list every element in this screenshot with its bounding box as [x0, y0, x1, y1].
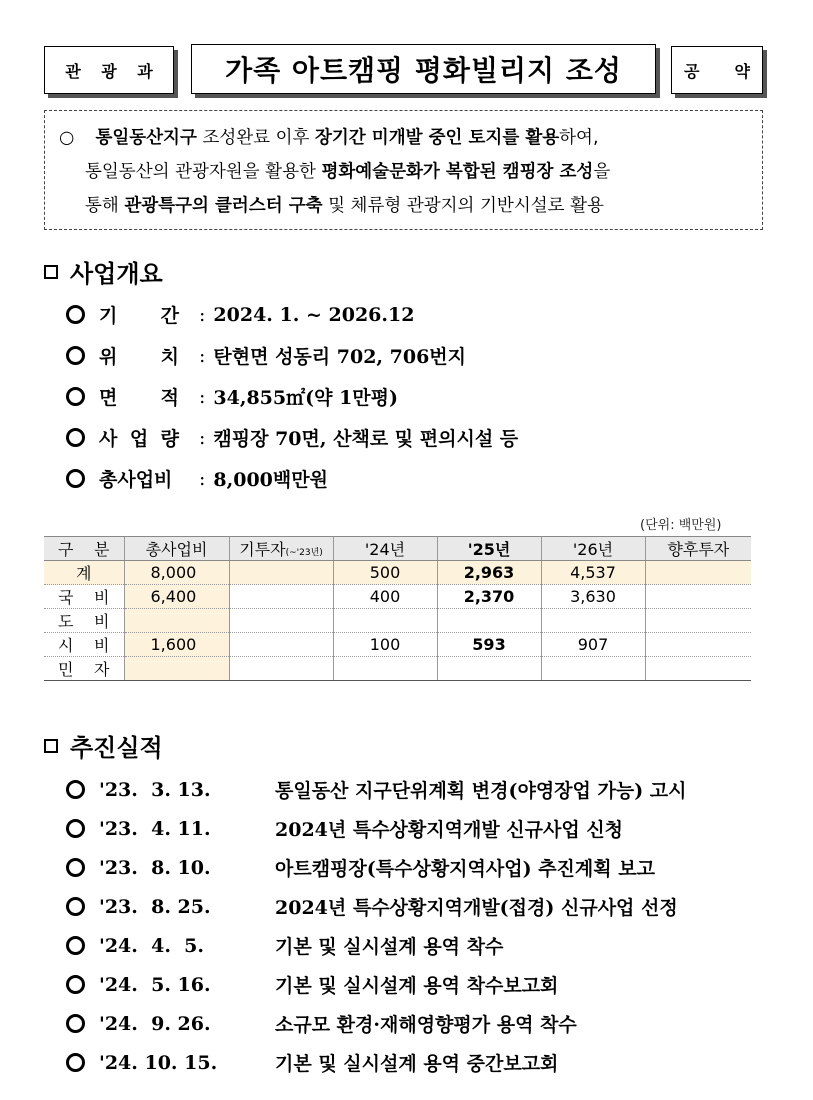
cell-future	[645, 585, 751, 609]
cell-2025	[437, 657, 541, 681]
table-row	[44, 657, 751, 681]
history-description: 2024년 특수상황지역개발 신규사업 신청	[275, 819, 624, 841]
circle-bullet-icon	[66, 387, 85, 406]
overview-value: 2024. 1. ~ 2026.12	[213, 303, 415, 326]
history-description: 기본 및 실시설계 용역 착수보고회	[275, 975, 559, 997]
cell-2026: 4,537	[541, 561, 645, 585]
cell-prior	[229, 609, 333, 633]
table-unit-note: (단위: 백만원)	[640, 518, 722, 533]
square-bullet-icon	[44, 265, 58, 279]
column-header-2025: '25년	[437, 537, 541, 561]
history-item	[66, 776, 687, 803]
cell-2025: 2,370	[437, 585, 541, 609]
column-header-category: 구 분	[44, 537, 124, 561]
column-header-future: 향후투자	[645, 537, 751, 561]
section-heading-history	[44, 728, 163, 763]
cell-total	[124, 609, 229, 633]
column-header-2026: '26년	[541, 537, 645, 561]
overview-label: 총사업비	[99, 469, 173, 491]
history-description: 소규모 환경·재해영향평가 용역 착수	[275, 1014, 577, 1036]
history-description: 기본 및 실시설계 용역 중간보고회	[275, 1053, 559, 1075]
history-date: '23. 8. 10.	[99, 856, 211, 879]
cell-2024: 100	[333, 633, 437, 657]
overview-label: 면 적	[99, 387, 179, 409]
cell-2024: 400	[333, 585, 437, 609]
history-date: '23. 3. 13.	[99, 778, 211, 801]
section-heading-overview	[44, 254, 163, 289]
cell-2026	[541, 657, 645, 681]
table-header-row	[44, 537, 751, 561]
overview-item: 사 업 량 : 캠핑장 70면, 산책로 및 편의시설 등	[66, 424, 518, 451]
cell-total: 6,400	[124, 585, 229, 609]
section-title: 추진실적	[70, 734, 163, 762]
summary-text: 및 체류형 관광지의 기반시설로 활용	[322, 196, 604, 216]
table-row	[44, 633, 751, 657]
square-bullet-icon	[44, 739, 58, 753]
department-char: 관	[65, 61, 81, 81]
summary-text: 평화예술문화가 복합된 캠핑장 조성	[321, 162, 594, 182]
history-date: '23. 8. 25.	[99, 895, 211, 918]
circle-bullet-icon	[66, 346, 85, 365]
circle-bullet-icon	[66, 897, 85, 916]
summary-line-1	[59, 121, 750, 155]
circle-bullet-icon	[66, 780, 85, 799]
history-date: '24. 10. 15.	[99, 1051, 218, 1074]
pledge-tag-char: 약	[734, 61, 750, 81]
summary-text: 통일동산지구	[95, 128, 197, 148]
document-title: 가족 아트캠핑 평화빌리지 조성	[191, 44, 656, 94]
history-item	[66, 815, 623, 842]
department-char: 과	[137, 61, 153, 81]
overview-label: 사 업 량	[99, 428, 179, 450]
row-label: 민 자	[44, 657, 124, 681]
budget-table	[44, 536, 751, 681]
cell-prior	[229, 633, 333, 657]
history-description: 통일동산 지구단위계획 변경(야영장업 가능) 고시	[275, 780, 687, 802]
summary-text: 통해	[85, 196, 125, 216]
history-item	[66, 1049, 558, 1076]
cell-2024	[333, 657, 437, 681]
circle-bullet-icon	[66, 428, 85, 447]
summary-text: 을	[593, 162, 611, 182]
overview-item: 기 간 : 2024. 1. ~ 2026.12	[66, 301, 414, 328]
overview-value: 34,855㎡(약 1만평)	[213, 387, 398, 409]
pledge-tag	[671, 46, 763, 94]
history-item	[66, 893, 678, 920]
row-label: 시 비	[44, 633, 124, 657]
overview-value: 8,000백만원	[213, 469, 328, 491]
table-row	[44, 585, 751, 609]
section-title: 사업개요	[70, 260, 163, 288]
overview-value: 캠핑장 70면, 산책로 및 편의시설 등	[213, 428, 519, 450]
circle-bullet-icon	[66, 305, 85, 324]
circle-bullet-icon	[66, 1014, 85, 1033]
cell-total: 1,600	[124, 633, 229, 657]
cell-2024	[333, 609, 437, 633]
history-date: '23. 4. 11.	[99, 817, 211, 840]
row-label: 계	[44, 561, 124, 585]
summary-text: 통일동산의 관광자원을 활용한	[85, 162, 322, 182]
overview-item: 총사업비 : 8,000백만원	[66, 465, 328, 492]
summary-text: 관광특구의 클러스터 구축	[124, 196, 323, 216]
history-item	[66, 932, 503, 959]
circle-bullet-icon	[66, 858, 85, 877]
summary-box	[44, 110, 763, 230]
cell-future	[645, 633, 751, 657]
pledge-tag-char: 공	[684, 61, 700, 81]
circle-bullet-icon	[66, 1053, 85, 1072]
cell-future	[645, 609, 751, 633]
cell-future	[645, 657, 751, 681]
history-date: '24. 5. 16.	[99, 973, 211, 996]
overview-label: 위 치	[99, 346, 179, 368]
summary-line-3	[59, 189, 750, 223]
overview-item: 면 적 : 34,855㎡(약 1만평)	[66, 383, 398, 410]
history-date: '24. 9. 26.	[99, 1012, 211, 1035]
table-row	[44, 609, 751, 633]
cell-2025: 2,963	[437, 561, 541, 585]
history-description: 아트캠핑장(특수상황지역사업) 추진계획 보고	[275, 858, 655, 880]
history-item	[66, 854, 655, 881]
column-header-prior: 기투자(~'23년)	[229, 537, 333, 561]
cell-prior	[229, 657, 333, 681]
summary-text: 하여,	[559, 128, 599, 148]
cell-2026	[541, 609, 645, 633]
cell-2026: 3,630	[541, 585, 645, 609]
circle-bullet-icon	[66, 469, 85, 488]
history-item	[66, 1010, 577, 1037]
cell-2024: 500	[333, 561, 437, 585]
department-char: 광	[101, 61, 117, 81]
table-row	[44, 561, 751, 585]
circle-bullet-icon	[66, 975, 85, 994]
department-label	[44, 46, 174, 94]
summary-text: 장기간 미개발 중인 토지를 활용	[315, 128, 560, 148]
circle-bullet-icon	[66, 936, 85, 955]
summary-text: 조성완료 이후	[196, 128, 315, 148]
cell-prior	[229, 585, 333, 609]
history-date: '24. 4. 5.	[99, 934, 205, 957]
cell-2026: 907	[541, 633, 645, 657]
cell-prior	[229, 561, 333, 585]
cell-total	[124, 657, 229, 681]
history-description: 기본 및 실시설계 용역 착수	[275, 936, 504, 958]
summary-bullet: ○	[59, 128, 75, 148]
column-header-2024: '24년	[333, 537, 437, 561]
cell-future	[645, 561, 751, 585]
cell-total: 8,000	[124, 561, 229, 585]
overview-label: 기 간	[99, 305, 179, 327]
overview-value: 탄현면 성동리 702, 706번지	[213, 346, 467, 368]
history-description: 2024년 특수상황지역개발(접경) 신규사업 선정	[275, 897, 678, 919]
column-header-total: 총사업비	[124, 537, 229, 561]
circle-bullet-icon	[66, 819, 85, 838]
row-label: 국 비	[44, 585, 124, 609]
overview-item: 위 치 : 탄현면 성동리 702, 706번지	[66, 342, 466, 369]
history-item	[66, 971, 558, 998]
cell-2025: 593	[437, 633, 541, 657]
cell-2025	[437, 609, 541, 633]
row-label: 도 비	[44, 609, 124, 633]
summary-line-2	[59, 155, 750, 189]
